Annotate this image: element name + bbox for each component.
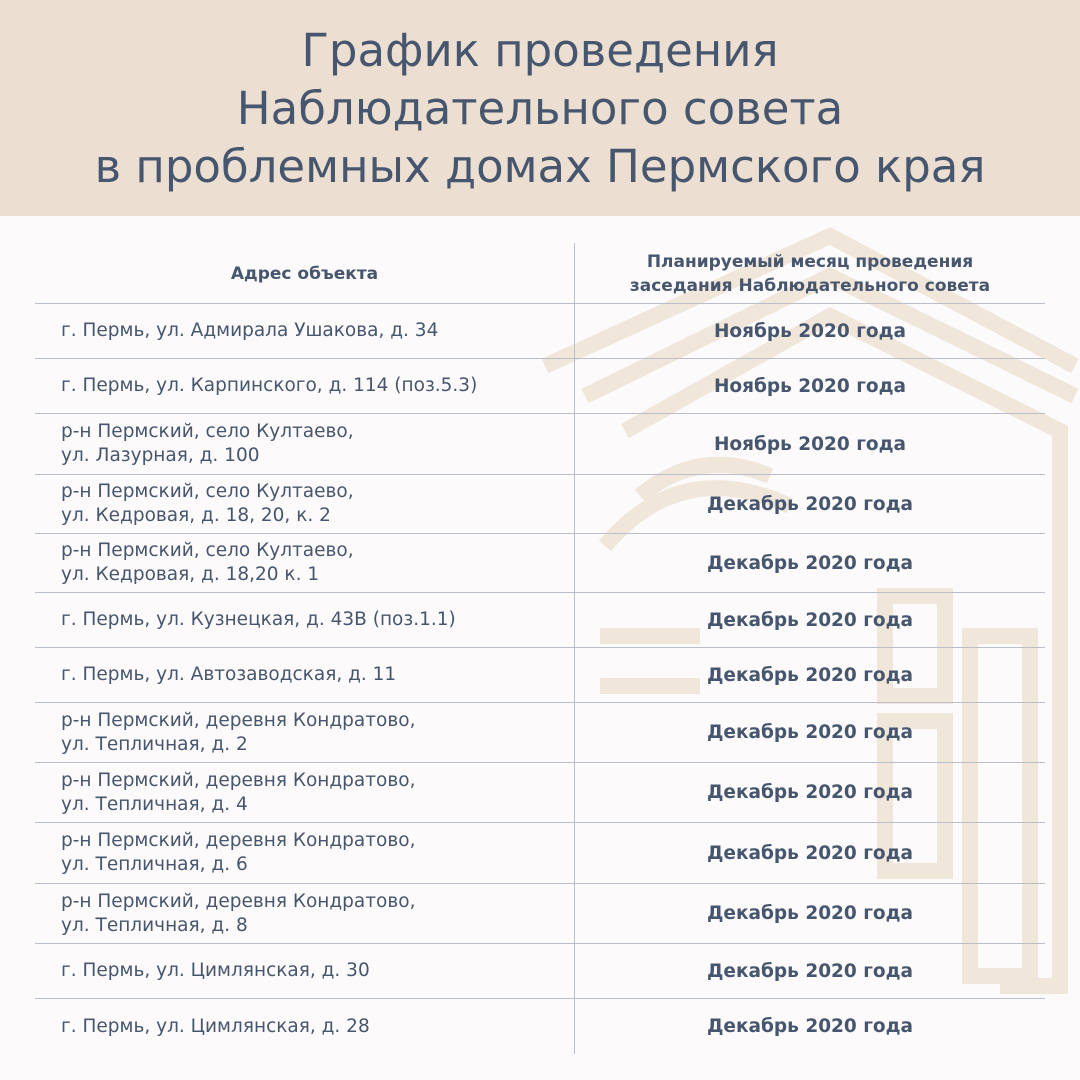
- month-cell: Ноябрь 2020 года: [713, 433, 907, 455]
- address-cell: г. Пермь, ул. Цимлянская, д. 30: [61, 960, 370, 981]
- month-cell: Ноябрь 2020 года: [713, 375, 907, 397]
- month-cell: Декабрь 2020 года: [706, 552, 914, 574]
- title-line: График проведения: [301, 24, 779, 77]
- address-cell: р-н Пермский, деревня Кондратово, ул. Тепличная, д. 8: [61, 890, 416, 936]
- table-row: [35, 475, 1045, 533]
- month-cell: Декабрь 2020 года: [706, 903, 914, 924]
- month-cell: Декабрь 2020 года: [706, 493, 914, 515]
- table-row: [35, 763, 1045, 822]
- table-row: [35, 823, 1045, 883]
- table-row: [35, 534, 1045, 592]
- month-cell: Декабрь 2020 года: [706, 842, 914, 864]
- month-cell: Декабрь 2020 года: [706, 1016, 914, 1037]
- table-row: [35, 999, 1045, 1054]
- table-row: [35, 703, 1045, 762]
- address-cell: р-н Пермский, деревня Кондратово, ул. Тепличная, д. 6: [61, 830, 416, 875]
- month-cell: Ноябрь 2020 года: [713, 320, 907, 342]
- month-cell: Декабрь 2020 года: [706, 664, 914, 686]
- table-row: [35, 593, 1045, 647]
- address-cell: р-н Пермский, деревня Кондратово, ул. Тепличная, д. 4: [61, 769, 416, 815]
- column-header-month: Планируемый месяц проведения заседания Наблюдательного совета: [629, 252, 991, 296]
- month-cell: Декабрь 2020 года: [706, 722, 914, 743]
- month-cell: Декабрь 2020 года: [706, 960, 914, 982]
- address-cell: г. Пермь, ул. Цимлянская, д. 28: [61, 1015, 370, 1037]
- column-header-address: Адрес объекта: [230, 264, 379, 284]
- address-cell: г. Пермь, ул. Кузнецкая, д. 43В (поз.1.1): [61, 609, 456, 630]
- month-cell: Декабрь 2020 года: [706, 609, 914, 631]
- table-row: [35, 884, 1045, 943]
- address-cell: р-н Пермский, село Култаево, ул. Лазурная, д. 100: [61, 421, 354, 466]
- month-cell: Декабрь 2020 года: [706, 782, 914, 803]
- title-line: в проблемных домах Пермского края: [94, 140, 986, 193]
- table-row: [35, 304, 1045, 358]
- address-cell: г. Пермь, ул. Карпинского, д. 114 (поз.5.3): [61, 375, 478, 396]
- table-row: [35, 359, 1045, 413]
- table-row: [35, 944, 1045, 998]
- address-cell: р-н Пермский, село Култаево, ул. Кедровая, д. 18, 20, к. 2: [61, 481, 354, 526]
- title-line: Наблюдательного совета: [236, 82, 844, 135]
- address-cell: р-н Пермский, деревня Кондратово, ул. Тепличная, д. 2: [61, 709, 416, 755]
- address-cell: г. Пермь, ул. Адмирала Ушакова, д. 34: [61, 320, 439, 341]
- table-row: [35, 414, 1045, 474]
- table-row: [35, 648, 1045, 702]
- address-cell: р-н Пермский, село Култаево, ул. Кедровая, д. 18,20 к. 1: [61, 540, 354, 585]
- address-cell: г. Пермь, ул. Автозаводская, д. 11: [61, 664, 397, 685]
